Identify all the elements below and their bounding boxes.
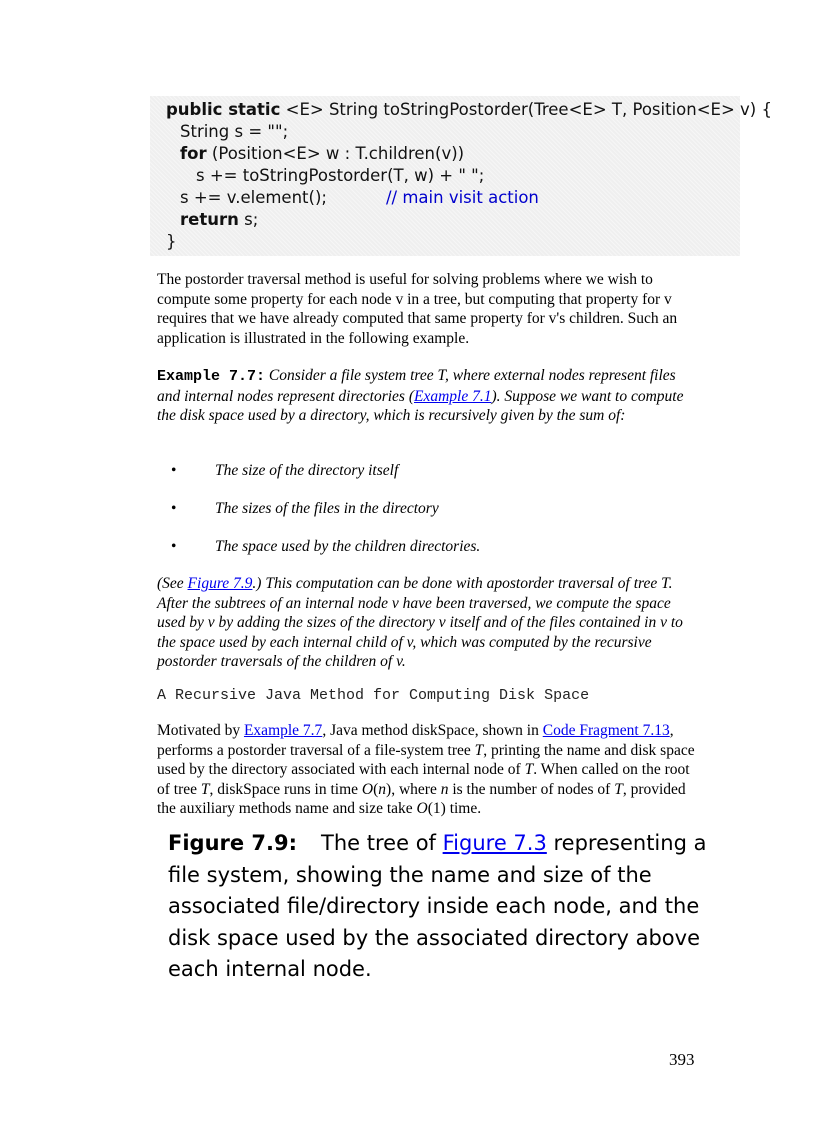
see-figure-paragraph: (See Figure 7.9.) This computation can be done with apostorder traversal of tree T. After the subtrees of an internal node v have been traversed, we compute the space used by v by adding the sizes of the directory v itself and of the files contained in v to the space used by each internal child of v, which was computed by the recursive postorder traversals of the children of v. xyxy=(157,575,683,671)
bullet-symbol: • xyxy=(171,462,177,479)
example-7-1-link[interactable]: Example 7.1 xyxy=(414,387,492,405)
page-number: 393 xyxy=(669,1050,695,1069)
example-7-7-link[interactable]: Example 7.7 xyxy=(243,722,323,739)
code-line-3: for (Position<E> w : T.children(v)) xyxy=(180,144,465,163)
figure-7-9-link[interactable]: Figure 7.9 xyxy=(187,575,253,592)
code-fragment xyxy=(150,96,772,256)
code-line-4: s += toStringPostorder(T, w) + " "; xyxy=(196,166,485,185)
code-line-7: } xyxy=(166,232,177,251)
bullet-item: The space used by the children directories. xyxy=(215,538,481,555)
motivated-paragraph: Motivated by Example 7.7, Java method diskSpace, shown in Code Fragment 7.13, performs a postorder traversal of a file-system tree T, printing the name and disk space used by the directory associated with each internal node of T. When called on the root of tree T, diskSpace runs in time O(n), where n is the number of nodes of T, provided the auxiliary methods name and size take O(1) time. xyxy=(157,722,695,818)
example-paragraph: Example 7.7: Consider a file system tree T, where external nodes represent files and internal nodes represent directories (Example 7.1). Suppose we want to compute the disk space used by a directory, which is recursively given by the sum of: xyxy=(157,367,684,425)
bullet-symbol: • xyxy=(171,538,177,555)
code-fragment-7-13-link[interactable]: Code Fragment 7.13 xyxy=(542,722,670,739)
code-comment: // main visit action xyxy=(386,188,539,207)
code-line-5: s += v.element(); // main visit action xyxy=(180,188,539,207)
figure-label: Figure 7.9: xyxy=(168,831,298,855)
intro-paragraph: The postorder traversal method is useful for solving problems where we wish to compute some property for each node v in a tree, but computing that property for v requires that we have already computed that same property for v's children. Such an application is illustrated in the following example. xyxy=(157,271,678,347)
bullet-symbol: • xyxy=(171,500,177,517)
bullet-item: The size of the directory itself xyxy=(215,462,399,479)
code-line-2: String s = ""; xyxy=(180,122,289,141)
figure-7-3-link[interactable]: Figure 7.3 xyxy=(442,831,547,855)
section-heading: A Recursive Java Method for Computing Disk Space xyxy=(157,687,590,704)
figure-caption: Figure 7.9: The tree of Figure 7.3 representing a file system, showing the name and size of the associated file/directory inside each node, and the disk space used by the associated directory above each internal node. xyxy=(168,831,707,981)
bullet-item: The sizes of the files in the directory xyxy=(215,500,439,517)
code-line-1: public static <E> String toStringPostorder(Tree<E> T, Position<E> v) { xyxy=(166,100,772,119)
example-label: Example 7.7: xyxy=(157,368,266,385)
code-line-6: return s; xyxy=(180,210,259,229)
